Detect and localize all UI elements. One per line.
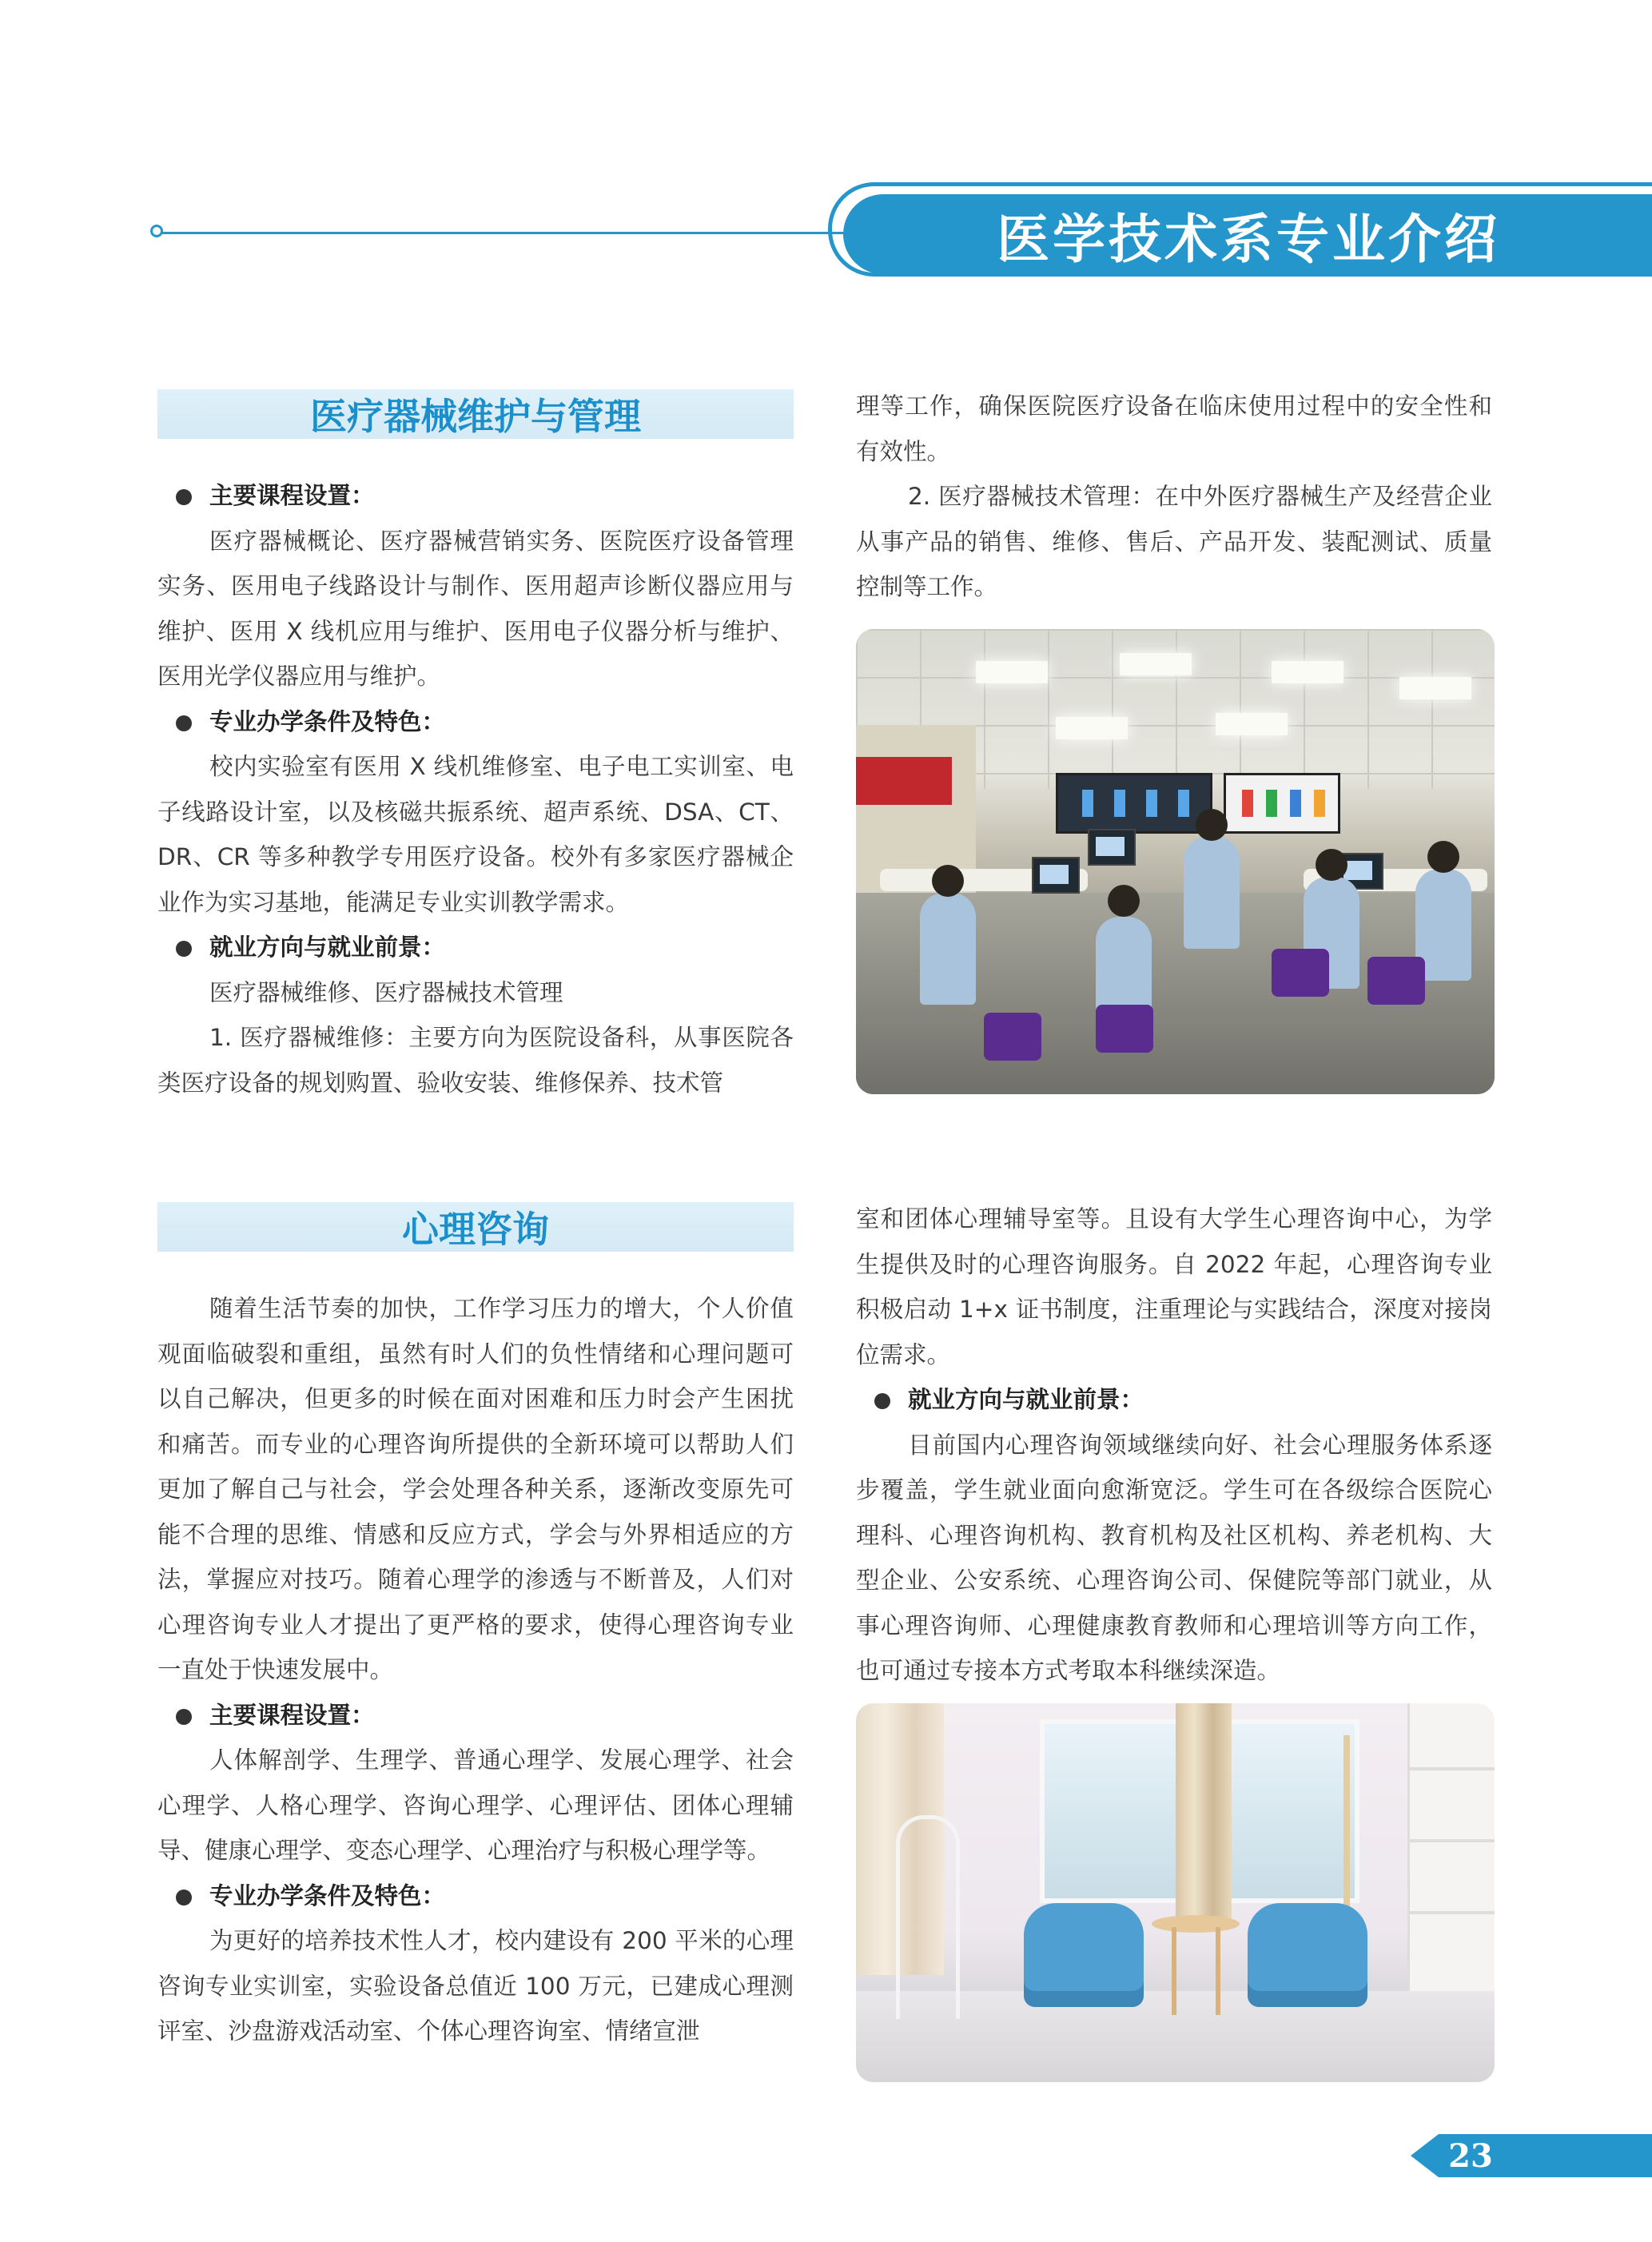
section-heading-medical-devices: 医疗器械维护与管理 xyxy=(157,389,794,439)
bullet-heading: 就业方向与就业前景： xyxy=(157,925,794,970)
page-title: 医学技术系专业介绍 xyxy=(997,208,1500,270)
section2-left-column xyxy=(157,1286,794,2054)
bullet-heading: 主要课程设置： xyxy=(157,1693,794,1738)
paragraph: 1. 医疗器械维修：主要方向为医院设备科，从事医院各类医疗设备的规划购置、验收安装、维修保养、技术管 xyxy=(157,1024,794,1097)
paragraph: 为更好的培养技术性人才，校内建设有 200 平米的心理咨询专业实训室，实验设备总值近 100 万元，已建成心理测评室、沙盘游戏活动室、个体心理咨询室、情绪宣泄 xyxy=(157,1927,794,2045)
paragraph: 校内实验室有医用 X 线机维修室、电子电工实训室、电子线路设计室，以及核磁共振系统、超声系统、DSA、CT、DR、CR 等多种教学专用医疗设备。校外有多家医疗器械企业作为实习基地，能满足专业实训教学需求。 xyxy=(157,753,794,916)
paragraph: 医疗器械维修、医疗器械技术管理 xyxy=(209,978,563,1006)
bullet-heading: 专业办学条件及特色： xyxy=(157,1874,794,1919)
paragraph: 医疗器械概论、医疗器械营销实务、医院医疗设备管理实务、医用电子线路设计与制作、医用超声诊断仪器应用与维护、医用 X 线机应用与维护、医用电子仪器分析与维护、医用光学仪器应用与维护。 xyxy=(157,527,794,690)
section2-right-column xyxy=(856,1197,1492,1694)
paragraph: 2. 医疗器械技术管理：在中外医疗器械生产及经营企业从事产品的销售、维修、售后、产品开发、装配测试、质量控制等工作。 xyxy=(856,483,1492,600)
bullet-heading: 主要课程设置： xyxy=(157,473,794,519)
paragraph: 人体解剖学、生理学、普通心理学、发展心理学、社会心理学、人格心理学、咨询心理学、心理评估、团体心理辅导、健康心理学、变态心理学、心理治疗与积极心理学等。 xyxy=(157,1746,794,1864)
paragraph-continued: 理等工作，确保医院医疗设备在临床使用过程中的安全性和有效性。 xyxy=(856,392,1492,465)
paragraph-continued: 室和团体心理辅导室等。且设有大学生心理咨询中心，为学生提供及时的心理咨询服务。自 2022 年起，心理咨询专业积极启动 1+x 证书制度，注重理论与实践结合，深度对接岗位需求。 xyxy=(856,1205,1492,1368)
header-rule xyxy=(160,232,847,234)
counseling-room-photo xyxy=(856,1703,1495,2082)
paragraph: 随着生活节奏的加快，工作学习压力的增大，个人价值观面临破裂和重组，虽然有时人们的负性情绪和心理问题可以自己解决，但更多的时候在面对困难和压力时会产生困扰和痛苦。而专业的心理咨询所提供的全新环境可以帮助人们更加了解自己与社会，学会处理各种关系，逐渐改变原先可能不合理的思维、情感和反应方式，学会与外界相适应的方法，掌握应对技巧。随着心理学的渗透与不断普及，人们对心理咨询专业人才提出了更严格的要求，使得心理咨询专业一直处于快速发展中。 xyxy=(157,1295,794,1683)
section1-right-column xyxy=(856,384,1492,610)
bullet-heading: 就业方向与就业前景： xyxy=(856,1377,1492,1423)
bullet-heading: 专业办学条件及特色： xyxy=(157,699,794,745)
page-number: 23 xyxy=(1448,2136,1493,2175)
section1-left-column xyxy=(157,473,794,1105)
medical-equipment-lab-photo xyxy=(856,629,1495,1094)
header-rule-dot xyxy=(150,225,163,237)
paragraph: 目前国内心理咨询领域继续向好、社会心理服务体系逐步覆盖，学生就业面向愈渐宽泛。学生可在各级综合医院心理科、心理咨询机构、教育机构及社区机构、养老机构、大型企业、公安系统、心理咨询公司、保健院等部门就业，从事心理咨询师、心理健康教育教师和心理培训等方向工作，也可通过专接本方式考取本科继续深造。 xyxy=(856,1431,1492,1684)
section-heading-counseling: 心理咨询 xyxy=(157,1202,794,1252)
